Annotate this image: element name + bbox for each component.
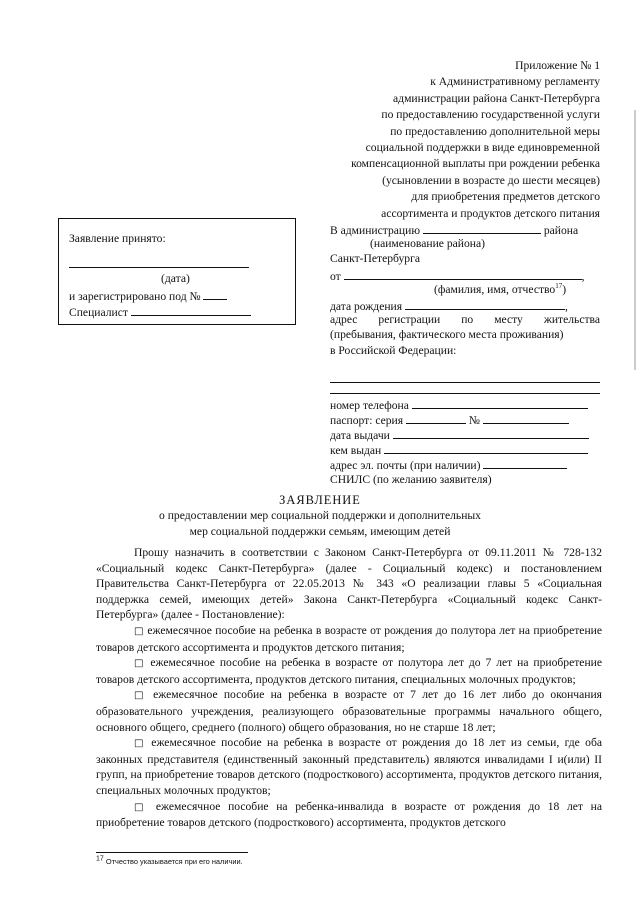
checkbox-icon[interactable]: □	[134, 801, 149, 813]
footnote-ref: 17	[555, 281, 563, 290]
scan-edge-artifact	[634, 110, 636, 370]
appendix-line: социальной поддержки в виде единовременной	[365, 141, 600, 155]
fio-field[interactable]	[344, 267, 582, 280]
from-label: от	[330, 269, 341, 283]
appendix-line: для приобретения предметов детского	[411, 190, 600, 204]
intro-paragraph: Прошу назначить в соответствии с Законом Санкт-Петербурга от 09.11.2011 № 728-132 «Социальный кодекс Санкт-Петербурга» (далее - Социальный кодекс) и постановлением Правительства Санкт-Петербурга от 22.05.2013 № 343 «О реализации главы 5 «Социальная поддержка семей, имеющих детей» Закона Санкт-Петербурга «Социальный кодекс Санкт-Петербурга» (далее - Постановление):	[96, 546, 602, 622]
benefit-item-1	[96, 623, 602, 655]
registration-stamp-box	[58, 218, 296, 325]
appendix-header	[290, 58, 600, 222]
subtitle-line-2: мер социальной поддержки семьям, имеющим детей	[189, 524, 451, 538]
district-label: района	[543, 224, 579, 237]
phone-field[interactable]	[412, 396, 588, 409]
appendix-line: администрации района Санкт-Петербурга	[393, 91, 600, 105]
specialist-label: Специалист	[69, 306, 128, 319]
date-hint: (дата)	[161, 272, 190, 285]
registered-label: и зарегистрировано под №	[69, 290, 201, 303]
benefit-text: ежемесячное пособие на ребенка в возрасте от рождения до 18 лет из семьи, где оба законных представителя (единственный законный представитель) являются инвалидами I и(или) II групп, на приобретение товаров детского (подросткового) ассортимента, продуктов детского питания, специальных молочных продуктов;	[96, 736, 603, 797]
benefit-item-4	[96, 735, 602, 798]
footnote-text: Отчество указывается при его наличии.	[105, 857, 243, 866]
fio-comma: ,	[581, 269, 585, 283]
appendix-line: (усыновлении в возрасте до шести месяцев)	[382, 173, 600, 187]
specialist-field[interactable]	[131, 303, 251, 316]
district-field[interactable]	[423, 221, 541, 234]
birth-date-comma: ,	[565, 299, 568, 313]
snils-label: СНИЛС (по желанию заявителя)	[330, 472, 492, 486]
appendix-line: по предоставлению государственной услуги	[381, 108, 600, 122]
fio-hint-close: )	[562, 282, 567, 296]
passport-label: паспорт: серия	[330, 413, 404, 427]
checkbox-icon[interactable]: □	[134, 738, 146, 750]
issue-date-field[interactable]	[393, 426, 589, 439]
passport-series-field[interactable]	[406, 411, 466, 424]
appendix-line: компенсационной выплаты при рождении ребенка	[351, 157, 600, 171]
date-field[interactable]	[69, 255, 249, 268]
appendix-line: Приложение № 1	[515, 59, 600, 72]
application-body	[96, 545, 602, 831]
to-admin-label: В администрацию	[330, 224, 420, 237]
checkbox-icon[interactable]: □	[134, 690, 147, 702]
document-subtitle	[60, 508, 580, 539]
benefit-item-2	[96, 655, 602, 687]
benefit-text: ежемесячное пособие на ребенка в возрасте от рождения до полутора лет на приобретение товаров детского ассортимента и продуктов детского питания;	[96, 623, 602, 654]
footnote	[96, 857, 243, 866]
address-line-2: (пребывания, фактического места проживания)	[330, 328, 564, 342]
benefit-text: ежемесячное пособие на ребенка в возрасте от полутора лет до 7 лет на приобретение товаров детского ассортимента, продуктов детского питания, специальных молочных продуктов;	[96, 656, 603, 686]
passport-number-field[interactable]	[483, 411, 569, 424]
issued-by-label: кем выдан	[330, 444, 382, 458]
appendix-line: ассортимента и продуктов детского питания	[381, 206, 600, 220]
appendix-line: к Административному регламенту	[430, 75, 600, 89]
address-field-2[interactable]	[330, 383, 600, 394]
issue-date-label: дата выдачи	[330, 429, 390, 443]
fio-hint: (фамилия, имя, отчество	[434, 282, 556, 296]
city-label: Санкт-Петербурга	[330, 252, 420, 266]
birth-date-field[interactable]	[405, 297, 565, 310]
address-line-3: в Российской Федерации:	[330, 343, 457, 357]
benefit-item-3	[96, 687, 602, 735]
email-field[interactable]	[483, 456, 567, 469]
phone-label: номер телефона	[330, 398, 409, 412]
district-hint: (наименование района)	[370, 237, 485, 251]
benefit-text: ежемесячное пособие на ребенка в возрасте от 7 лет до 16 лет либо до окончания образовательного учреждения, реализующего образовательные программы начального общего, основного общего, среднего (полного) общего образования, но не старше 18 лет;	[96, 688, 602, 734]
stamp-accepted-label: Заявление принято:	[69, 232, 166, 245]
registration-number-field[interactable]	[203, 287, 227, 300]
appendix-line: по предоставлению дополнительной меры	[390, 124, 600, 138]
birth-date-label: дата рождения	[330, 299, 403, 313]
document-title: ЗАЯВЛЕНИЕ	[279, 493, 361, 507]
benefit-item-5	[96, 799, 602, 831]
address-field-1[interactable]	[330, 368, 600, 383]
email-label: адрес эл. почты (при наличии)	[330, 459, 481, 473]
footnote-divider	[96, 852, 248, 853]
checkbox-icon[interactable]: □	[134, 658, 146, 670]
address-line-1: адрес регистрации по месту жительства	[330, 313, 600, 327]
issued-by-field[interactable]	[384, 441, 588, 454]
checkbox-icon[interactable]: □	[134, 625, 144, 637]
applicant-block	[330, 221, 600, 487]
benefit-text: ежемесячное пособие на ребенка-инвалида в возрасте от рождения до 18 лет на приобретение товаров детского (подросткового) ассортимента, продуктов детского	[96, 799, 603, 830]
passport-number-label: №	[468, 413, 480, 427]
footnote-mark: 17	[96, 855, 104, 863]
subtitle-line-1: о предоставлении мер социальной поддержки и дополнительных	[159, 509, 481, 522]
